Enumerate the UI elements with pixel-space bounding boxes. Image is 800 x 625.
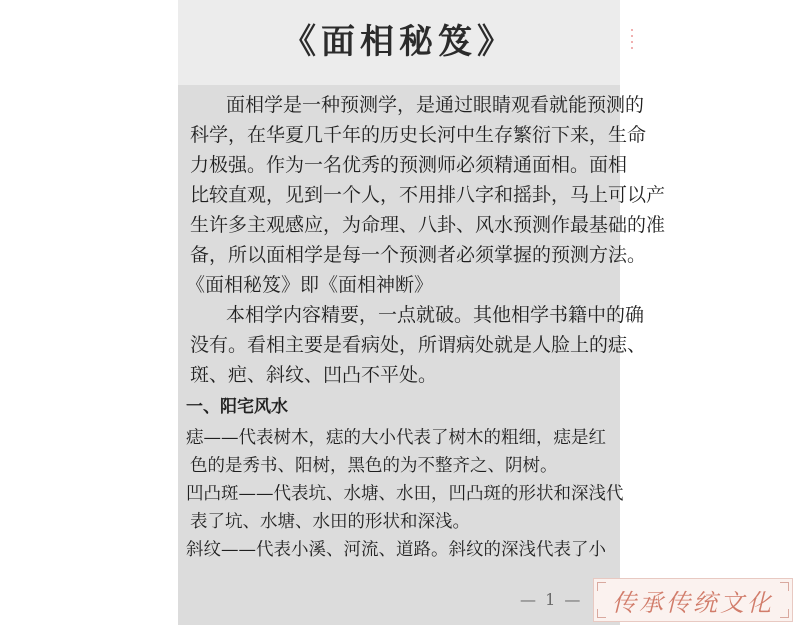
text-line: 科学，在华夏几千年的历史长河中生存繁衍下来，生命 xyxy=(190,124,647,146)
text-line: 比较直观，见到一个人，不用排八字和摇卦，马上可以产 xyxy=(190,184,666,206)
text-line: 面相学是一种预测学，是通过眼睛观看就能预测的 xyxy=(226,94,645,116)
text-line: 备，所以面相学是每一个预测者必须掌握的预测方法。 xyxy=(190,244,647,266)
text-line: 没有。看相主要是看病处，所谓病处就是人脸上的痣、 xyxy=(190,334,647,356)
text-line: 表了坑、水塘、水田的形状和深浅。 xyxy=(190,512,470,532)
text-line: 力极强。作为一名优秀的预测师必须精通面相。面相 xyxy=(190,154,628,176)
watermark-badge xyxy=(593,578,793,622)
text-line: 色的是秀书、阳树，黑色的为不整齐之、阴树。 xyxy=(190,456,558,476)
text-line: 《面相秘笈》即《面相神断》 xyxy=(186,274,434,296)
page-number: — 1 — xyxy=(520,590,583,609)
text-line: 生许多主观感应，为命理、八卦、风水预测作最基础的准 xyxy=(190,214,666,236)
section-heading: 一、阳宅风水 xyxy=(186,397,288,417)
text-line: 斜纹——代表小溪、河流、道路。斜纹的深浅代表了小 xyxy=(186,540,606,560)
text-line: 痣——代表树木，痣的大小代表了树木的粗细，痣是红 xyxy=(186,428,606,448)
text-line: 本相学内容精要，一点就破。其他相学书籍中的确 xyxy=(226,304,645,326)
watermark-text: 传承传统文化 xyxy=(612,588,774,617)
text-line: 凹凸斑——代表坑、水塘、水田，凹凸斑的形状和深浅代 xyxy=(186,484,624,504)
body-text xyxy=(186,90,666,564)
decorative-dots xyxy=(628,25,636,65)
text-line: 斑、疤、斜纹、凹凸不平处。 xyxy=(190,364,438,386)
page-title: 《面相秘笈》 xyxy=(282,22,516,62)
